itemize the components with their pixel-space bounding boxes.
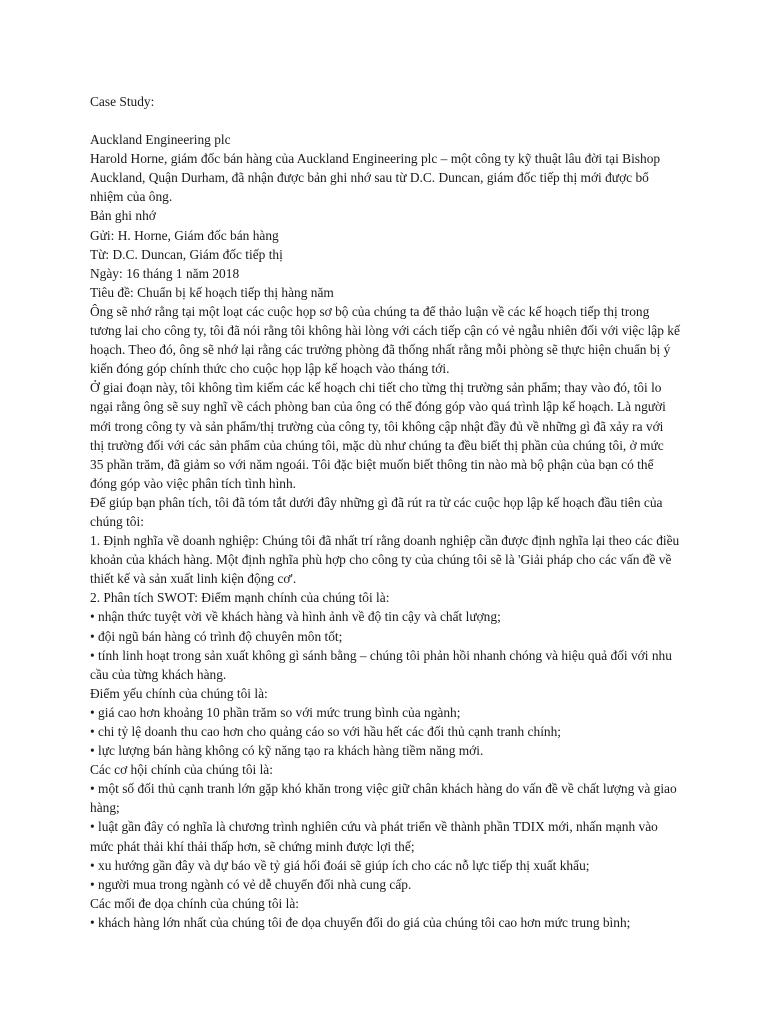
weakness-item: • chi tỷ lệ doanh thu cao hơn cho quảng cáo so với hầu hết các đối thủ cạnh tranh chính; (90, 724, 562, 739)
strength-item: • nhận thức tuyệt vời về khách hàng và hình ảnh về độ tin cậy và chất lượng; (90, 609, 501, 625)
body-paragraph-1: Ông sẽ nhớ rằng tại một loạt các cuộc họp sơ bộ của chúng ta để thảo luận về các kế hoạch tiếp thị trong tương lai cho công ty, tôi đã nói rằng tôi không hài lòng với cách tiếp cận có vẻ ngẫu nhiên đối với việc lập kế hoạch. Theo đó, ông sẽ nhớ lại rằng các trưởng phòng đã thống nhất rằng mỗi phòng sẽ thực hiện chuẩn bị ý kiến đóng góp chính thức cho cuộc họp lập kế hoạch vào tháng tới. (90, 303, 680, 377)
body-paragraph-3: Để giúp bạn phân tích, tôi đã tóm tắt dưới đây những gì đã rút ra từ các cuộc họp lập kế hoạch đầu tiên của chúng tôi: (90, 494, 663, 529)
memo-to: Gửi: H. Horne, Giám đốc bán hàng (90, 227, 279, 243)
body-paragraph-2: Ở giai đoạn này, tôi không tìm kiếm các kế hoạch chi tiết cho từng thị trường sản phẩm; thay vào đó, tôi lo ngại rằng ông sẽ suy nghĩ về cách phòng ban của ông có thể đóng góp vào quá trình lập kế hoạch. Là người mới trong công ty và sản phẩm/thị trường của công ty, tôi không cập nhật đầy đủ về những gì đã xảy ra với thị trường đối với các sản phẩm của chúng tôi, mặc dù như chúng ta đều biết thị phần của chúng tôi, ở mức 35 phần trăm, đã giảm so với năm ngoái. Tôi đặc biệt muốn biết thông tin nào mà bộ phận của bạn có thể đóng góp vào việc phân tích tình hình. (90, 380, 666, 491)
opportunity-item: • xu hướng gần đây và dự báo về tỷ giá hối đoái sẽ giúp ích cho các nỗ lực tiếp thị xuất khẩu; (90, 857, 590, 873)
document-heading: Case Study: (90, 94, 155, 109)
threat-item: • khách hàng lớn nhất của chúng tôi đe dọa chuyển đổi do giá của chúng tôi cao hơn mức trung bình; (90, 914, 631, 930)
memo-date: Ngày: 16 tháng 1 năm 2018 (90, 265, 240, 281)
intro-paragraph: Harold Horne, giám đốc bán hàng của Auckland Engineering plc – một công ty kỹ thuật lâu đời tại Bishop Auckland, Quận Durham, đã nhận được bản ghi nhớ sau từ D.C. Duncan, giám đốc tiếp thị mới được bổ nhiệm của ông. (90, 151, 661, 205)
memo-label: Bản ghi nhớ (90, 208, 156, 224)
threats-heading: Các mối đe dọa chính của chúng tôi là: (90, 895, 299, 911)
opportunity-item: • một số đối thủ cạnh tranh lớn gặp khó khăn trong việc giữ chân khách hàng do vấn đề về chất lượng và giao hàng; (90, 781, 677, 816)
numbered-item-1: 1. Định nghĩa về doanh nghiệp: Chúng tôi đã nhất trí rằng doanh nghiệp cần được định nghĩa lại theo các điều khoản của khách hàng. Một định nghĩa phù hợp cho công ty của chúng tôi sẽ là 'Giải pháp cho các vấn đề về thiết kế và sản xuất linh kiện động cơ'. (90, 533, 680, 587)
opportunity-item: • người mua trong ngành có vẻ dễ chuyển đổi nhà cung cấp. (90, 876, 412, 892)
opportunity-item: • luật gần đây có nghĩa là chương trình nghiên cứu và phát triển về thành phần TDIX mới, nhấn mạnh vào mức phát thải khí thải thấp hơn, sẽ chứng minh được lợi thế; (90, 819, 658, 854)
weakness-item: • giá cao hơn khoảng 10 phần trăm so với mức trung bình của ngành; (90, 704, 461, 720)
weakness-item: • lực lượng bán hàng không có kỹ năng tạo ra khách hàng tiềm năng mới. (90, 743, 484, 759)
numbered-item-2: 2. Phân tích SWOT: Điểm mạnh chính của chúng tôi là: (90, 590, 390, 606)
weaknesses-heading: Điểm yếu chính của chúng tôi là: (90, 685, 268, 701)
strength-item: • đội ngũ bán hàng có trình độ chuyên môn tốt; (90, 628, 343, 644)
document-page (90, 92, 680, 932)
blank-line (90, 111, 680, 130)
company-name: Auckland Engineering plc (90, 132, 231, 148)
opportunities-heading: Các cơ hội chính của chúng tôi là: (90, 762, 273, 778)
memo-subject: Tiêu đề: Chuẩn bị kế hoạch tiếp thị hàng năm (90, 284, 334, 300)
strength-item: • tính linh hoạt trong sản xuất không gì sánh bằng – chúng tôi phản hồi nhanh chóng và hiệu quả đối với nhu cầu của từng khách hàng. (90, 647, 672, 682)
memo-from: Từ: D.C. Duncan, Giám đốc tiếp thị (90, 246, 283, 262)
